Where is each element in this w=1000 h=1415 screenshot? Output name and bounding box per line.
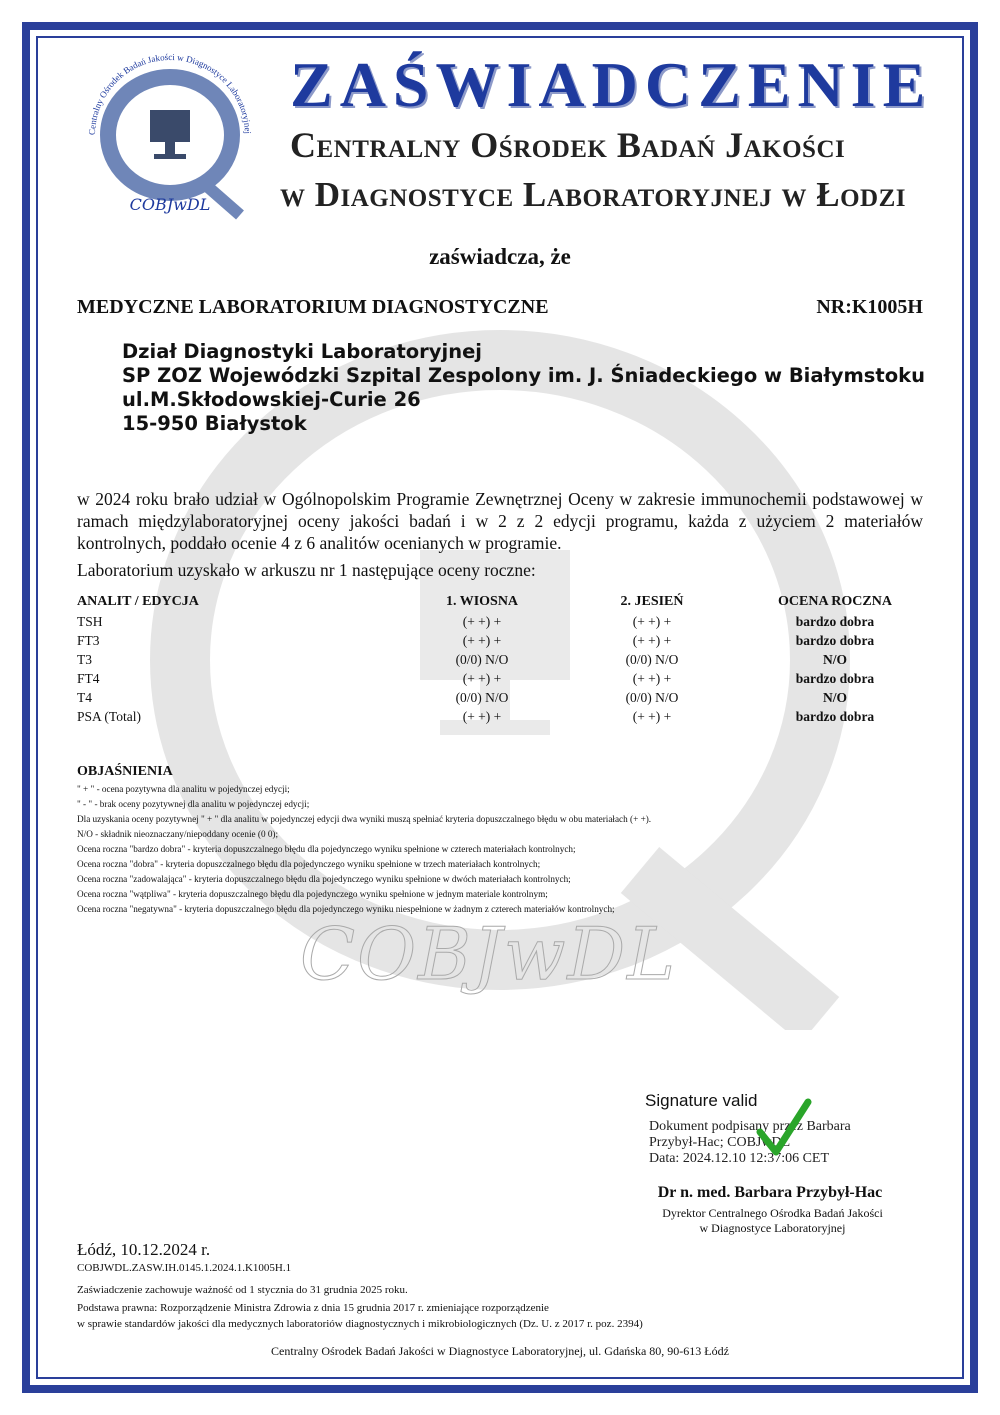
note-line: " + " - ocena pozytywna dla analitu w pojedynczej edycji; bbox=[77, 784, 290, 794]
note-line: N/O - składnik nieoznaczany/niepoddany ocenie (0 0); bbox=[77, 829, 279, 839]
cell-spring: (+ +) + bbox=[462, 708, 502, 724]
table-row bbox=[77, 707, 923, 726]
note-line: Ocena roczna "dobra" - kryteria dopuszczalnego błędu dla pojedynczego wyniku spełnione w trzech materiałach kontrolnych; bbox=[77, 859, 541, 869]
logo-ring-text: Centralny Ośrodek Badań Jakości w Diagnostyce Laboratoryjnej bbox=[86, 51, 254, 136]
cell-analyte: FT3 bbox=[77, 632, 100, 648]
note-line: Ocena roczna "wątpliwa" - kryteria dopuszczalnego błędu dla pojedynczego wyniku spełnione w jednym materiale kontrolnym; bbox=[77, 889, 548, 899]
cell-spring: (0/0) N/O bbox=[455, 689, 509, 705]
cell-spring: (+ +) + bbox=[462, 670, 502, 686]
header-spring: 1. WIOSNA bbox=[445, 594, 519, 609]
legal-basis-line1: Podstawa prawna: Rozporządzenie Ministra Zdrowia z dnia 15 grudnia 2017 r. zmieniające rozporządzenie bbox=[77, 1302, 549, 1314]
results-table bbox=[77, 594, 923, 726]
issuer-line1: Centralny Ośrodek Badań Jakości bbox=[290, 125, 846, 165]
notes-list bbox=[77, 782, 651, 917]
notes-heading: OBJAŚNIENIA bbox=[77, 764, 173, 779]
address-line: ul.M.Skłodowskiej-Curie 26 bbox=[122, 388, 421, 411]
issuer-line2: w Diagnostyce Laboratoryjnej w Łodzi bbox=[280, 175, 907, 214]
watermark-logo-text: COBJwDL bbox=[300, 912, 678, 996]
signer-title bbox=[0, 1206, 1000, 1236]
lab-number: NR:K1005H bbox=[816, 296, 923, 318]
signature-line: Dokument podpisany przez Barbara bbox=[649, 1119, 851, 1134]
cell-autumn: (+ +) + bbox=[632, 708, 672, 724]
cell-analyte: FT4 bbox=[77, 670, 100, 686]
body-paragraph: w 2024 roku brało udział w Ogólnopolskim Programie Zewnętrznej Oceny w zakresie immunochemii podstawowej w ramach międzylaboratoryjnej oceny jakości badań i w 2 z 2 edycji programu, każda z użyciem 2 materiałów kontrolnych, poddało ocenie 4 z 6 analitów ocenianych w programie. bbox=[77, 489, 923, 553]
note-line: " - " - brak oceny pozytywnej dla analitu w pojedynczej edycji; bbox=[77, 799, 310, 809]
cell-spring: (0/0) N/O bbox=[455, 651, 509, 667]
lab-name: MEDYCZNE LABORATORIUM DIAGNOSTYCZNE bbox=[77, 296, 549, 318]
body-paragraph-2: Laboratorium uzyskało w arkuszu nr 1 następujące oceny roczne: bbox=[77, 560, 536, 580]
cell-annual: N/O bbox=[822, 651, 847, 667]
note-line: Ocena roczna "negatywna" - kryteria dopuszczalnego błędu dla pojedynczego wyniku niespełnione w żadnym z czterech materiałów kontrolnych; bbox=[77, 904, 615, 914]
signature-line: Przybył-Hac; COBJwDL bbox=[649, 1135, 791, 1150]
header-analyte: ANALIT / EDYCJA bbox=[77, 594, 199, 609]
address-line: SP ZOZ Wojewódzki Szpital Zespolony im. J. Śniadeckiego w Białymstoku bbox=[122, 364, 925, 387]
legal-basis-line2: w sprawie standardów jakości dla medycznych laboratoriów diagnostycznych i mikrobiologicznych (Dz. U. z 2017 r. poz. 2394) bbox=[77, 1318, 643, 1330]
signature-line: Data: 2024.12.10 12:37:06 CET bbox=[649, 1151, 830, 1166]
cell-autumn: (+ +) + bbox=[632, 670, 672, 686]
header-autumn: 2. JESIEŃ bbox=[620, 594, 684, 609]
reference-number: COBJWDL.ZASW.IH.0145.1.2024.1.K1005H.1 bbox=[77, 1262, 292, 1274]
signer-title-line: w Diagnostyce Laboratoryjnej bbox=[699, 1221, 846, 1235]
cell-spring: (+ +) + bbox=[462, 632, 502, 648]
note-line: Ocena roczna "zadowalająca" - kryteria dopuszczalnego błędu dla pojedynczego wyniku spełnione w dwóch materiałach kontrolnych; bbox=[77, 874, 571, 884]
signature-details bbox=[649, 1119, 851, 1167]
cell-annual: bardzo dobra bbox=[795, 632, 875, 648]
lab-address bbox=[122, 340, 925, 436]
table-row bbox=[77, 631, 923, 650]
table-row bbox=[77, 688, 923, 707]
cobjwdl-logo bbox=[70, 40, 270, 220]
cell-autumn: (+ +) + bbox=[632, 613, 672, 629]
cell-annual: N/O bbox=[822, 689, 847, 705]
cell-spring: (+ +) + bbox=[462, 613, 502, 629]
header-annual: OCENA ROCZNA bbox=[778, 594, 892, 609]
cell-annual: bardzo dobra bbox=[795, 670, 875, 686]
logo-text: COBJwDL bbox=[129, 195, 211, 214]
address-line: Dział Diagnostyki Laboratoryjnej bbox=[122, 340, 482, 363]
table-row bbox=[77, 669, 923, 688]
cell-annual: bardzo dobra bbox=[795, 613, 875, 629]
note-line: Ocena roczna "bardzo dobra" - kryteria dopuszczalnego błędu dla pojedynczego wyniku spełnione w czterech materiałach kontrolnych; bbox=[77, 844, 576, 854]
signer-name: Dr n. med. Barbara Przybył-Hac bbox=[657, 1184, 883, 1201]
cell-analyte: T4 bbox=[77, 689, 92, 705]
checkmark-icon bbox=[756, 1098, 812, 1158]
cell-autumn: (0/0) N/O bbox=[625, 689, 679, 705]
table-header-row bbox=[77, 594, 923, 612]
address-line: 15-950 Białystok bbox=[122, 412, 307, 435]
issue-date: Łódź, 10.12.2024 r. bbox=[77, 1240, 211, 1259]
table-row bbox=[77, 650, 923, 669]
table-row bbox=[77, 612, 923, 631]
certifies-text: zaświadcza, że bbox=[429, 244, 571, 269]
cell-analyte: PSA (Total) bbox=[77, 708, 141, 724]
document-title: ZAŚWIADCZENIE bbox=[290, 49, 933, 120]
cell-analyte: TSH bbox=[77, 613, 103, 629]
cell-autumn: (+ +) + bbox=[632, 632, 672, 648]
footer-address: Centralny Ośrodek Badań Jakości w Diagnostyce Laboratoryjnej, ul. Gdańska 80, 90-613 Łódź bbox=[271, 1344, 729, 1358]
cell-analyte: T3 bbox=[77, 651, 92, 667]
cell-autumn: (0/0) N/O bbox=[625, 651, 679, 667]
validity-text: Zaświadczenie zachowuje ważność od 1 stycznia do 31 grudnia 2025 roku. bbox=[77, 1284, 408, 1296]
cell-annual: bardzo dobra bbox=[795, 708, 875, 724]
signature-valid-label: Signature valid bbox=[645, 1091, 758, 1110]
note-line: Dla uzyskania oceny pozytywnej " + " dla analitu w pojedynczej edycji dwa wyniki muszą spełniać kryteria dopuszczalnego błędu w obu materiałach (+ +). bbox=[77, 814, 652, 824]
signer-title-line: Dyrektor Centralnego Ośrodka Badań Jakości bbox=[662, 1206, 883, 1220]
